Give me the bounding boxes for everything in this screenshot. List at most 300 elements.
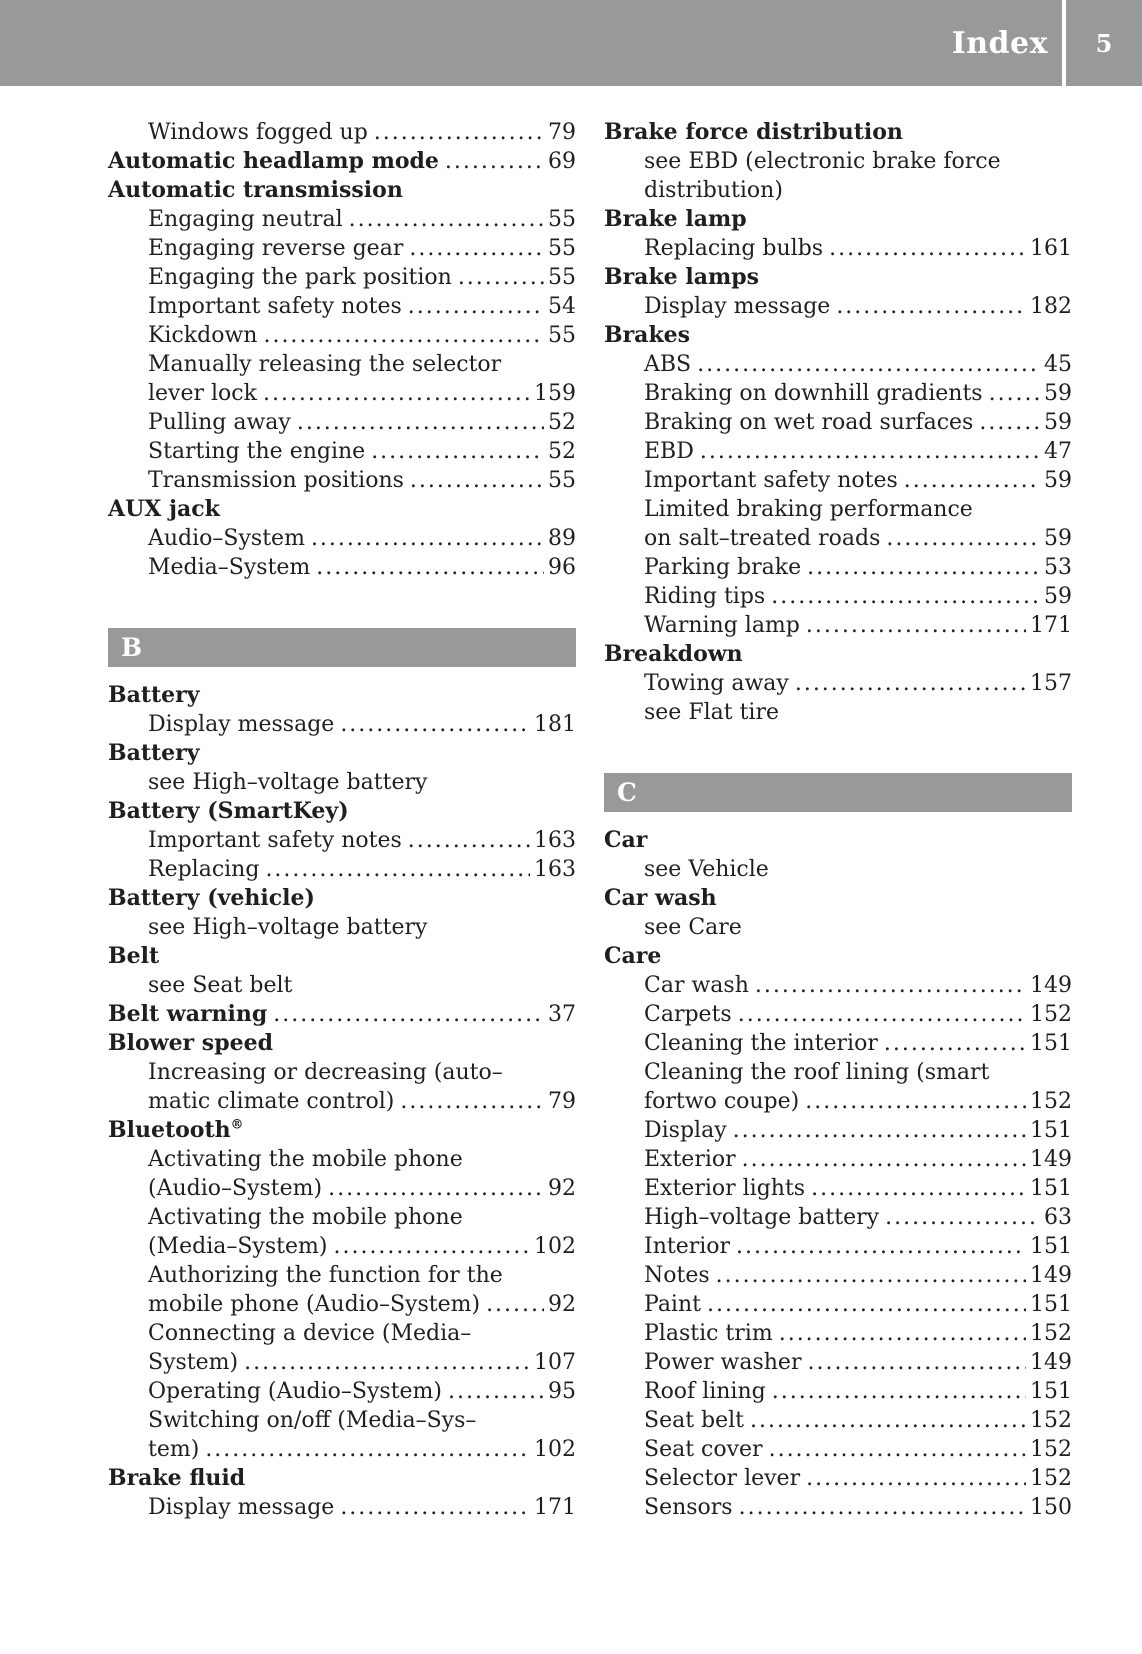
entry-label: see Vehicle <box>644 857 769 882</box>
entry-page-number: 149 <box>1030 973 1072 998</box>
entry-page-number: 163 <box>534 857 576 882</box>
index-entry <box>108 1174 576 1203</box>
entry-page-number: 182 <box>1030 294 1072 319</box>
entry-label: Pulling away <box>148 410 291 435</box>
index-entry <box>604 1377 1072 1406</box>
index-entry <box>108 553 576 582</box>
entry-label: Exterior lights <box>644 1176 806 1201</box>
entry-label: Braking on wet road surfaces <box>644 410 974 435</box>
page-title: Index <box>951 25 1048 61</box>
dot-leader <box>448 1377 544 1406</box>
index-entry <box>108 1493 576 1522</box>
index-entry <box>604 147 1072 176</box>
index-entry <box>108 1058 576 1087</box>
entry-page-number: 55 <box>548 265 576 290</box>
index-entry <box>108 971 576 1000</box>
entry-label: Windows fogged up <box>148 120 368 145</box>
entry-label: Increasing or decreasing (auto– <box>148 1060 503 1085</box>
entry-label: Seat belt <box>644 1408 745 1433</box>
index-term <box>108 1116 576 1145</box>
entry-page-number: 55 <box>548 468 576 493</box>
index-entry <box>604 1435 1072 1464</box>
entry-page-number: 79 <box>548 1089 576 1114</box>
index-entry <box>604 524 1072 553</box>
entry-page-number: 171 <box>1030 613 1072 638</box>
entry-page-number: 149 <box>1030 1263 1072 1288</box>
entry-label: Starting the engine <box>148 439 366 464</box>
index-entry <box>108 292 576 321</box>
index-term <box>604 263 1072 292</box>
index-entry <box>604 913 1072 942</box>
entry-page-number: 151 <box>1030 1234 1072 1259</box>
index-entry <box>604 466 1072 495</box>
entry-page-number: 149 <box>1030 1350 1072 1375</box>
index-entry <box>604 495 1072 524</box>
entry-label: Transmission positions <box>148 468 404 493</box>
dot-leader <box>333 1232 530 1261</box>
index-term <box>604 640 1072 669</box>
index-entry <box>108 1377 576 1406</box>
index-entry <box>604 1116 1072 1145</box>
entry-label: High–voltage battery <box>644 1205 880 1230</box>
index-entry <box>108 913 576 942</box>
index-entry <box>604 408 1072 437</box>
entry-label: Audio–System <box>148 526 305 551</box>
entry-page-number: 37 <box>548 1002 576 1027</box>
dot-leader <box>885 1203 1040 1232</box>
index-entry <box>108 524 576 553</box>
index-term <box>108 884 576 913</box>
entry-label: Important safety notes <box>148 294 402 319</box>
entry-label: AUX jack <box>108 496 220 522</box>
entry-label: EBD <box>644 439 694 464</box>
entry-label: tem) <box>148 1437 200 1462</box>
index-entry <box>604 553 1072 582</box>
index-term <box>604 942 1072 971</box>
entry-label: Cleaning the roof lining (smart <box>644 1060 990 1085</box>
entry-page-number: 96 <box>548 555 576 580</box>
dot-leader <box>205 1435 530 1464</box>
index-entry <box>108 263 576 292</box>
entry-label: Battery (vehicle) <box>108 885 315 911</box>
dot-leader <box>374 118 544 147</box>
index-entry <box>604 669 1072 698</box>
entry-label: see High–voltage battery <box>148 770 428 795</box>
entry-label: see EBD (electronic brake force <box>644 149 1001 174</box>
index-entry <box>108 437 576 466</box>
entry-page-number: 53 <box>1044 555 1072 580</box>
dot-leader <box>739 1493 1026 1522</box>
entry-label: Battery (SmartKey) <box>108 798 349 824</box>
dot-leader <box>886 524 1040 553</box>
dot-leader <box>771 582 1040 611</box>
dot-leader <box>836 292 1026 321</box>
dot-leader <box>738 1000 1026 1029</box>
index-entry <box>108 408 576 437</box>
dot-leader <box>409 234 544 263</box>
entry-label: Connecting a device (Media– <box>148 1321 472 1346</box>
index-entry <box>108 234 576 263</box>
entry-page-number: 151 <box>1030 1176 1072 1201</box>
dot-leader <box>263 321 544 350</box>
index-column-left <box>108 118 576 1522</box>
dot-leader <box>445 147 544 176</box>
index-entry <box>108 205 576 234</box>
dot-leader <box>340 1493 530 1522</box>
index-entry <box>108 826 576 855</box>
dot-leader <box>755 971 1026 1000</box>
index-entry <box>108 321 576 350</box>
dot-leader <box>742 1145 1026 1174</box>
entry-label: Paint <box>644 1292 701 1317</box>
entry-page-number: 92 <box>548 1176 576 1201</box>
entry-label: Sensors <box>644 1495 733 1520</box>
entry-label: Important safety notes <box>644 468 898 493</box>
index-term <box>108 942 576 971</box>
index-entry <box>108 1145 576 1174</box>
dot-leader <box>811 1174 1026 1203</box>
index-term <box>108 739 576 768</box>
entry-label: mobile phone (Audio–System) <box>148 1292 481 1317</box>
entry-page-number: 152 <box>1030 1437 1072 1462</box>
entry-label: Display <box>644 1118 727 1143</box>
entry-label: Belt <box>108 943 160 969</box>
entry-label: Blower speed <box>108 1030 273 1056</box>
entry-label: Automatic headlamp mode <box>108 148 439 174</box>
index-entry <box>604 611 1072 640</box>
entry-label: Seat cover <box>644 1437 763 1462</box>
entry-page-number: 89 <box>548 526 576 551</box>
index-entry <box>604 855 1072 884</box>
index-entry <box>108 1348 576 1377</box>
dot-leader <box>805 1087 1026 1116</box>
entry-label: Care <box>604 943 662 969</box>
entry-label: Plastic trim <box>644 1321 773 1346</box>
entry-page-number: 152 <box>1030 1466 1072 1491</box>
entry-label: Parking brake <box>644 555 802 580</box>
dot-leader <box>297 408 544 437</box>
index-term <box>604 884 1072 913</box>
entry-label: Battery <box>108 682 200 708</box>
entry-label: Media–System <box>148 555 311 580</box>
entry-label: Kickdown <box>148 323 258 348</box>
dot-leader <box>750 1406 1026 1435</box>
entry-label: Selector lever <box>644 1466 801 1491</box>
index-entry <box>108 855 576 884</box>
entry-label: Limited braking performance <box>644 497 973 522</box>
entry-label: Battery <box>108 740 200 766</box>
index-entry <box>108 1319 576 1348</box>
entry-label: Brake force distribution <box>604 119 903 145</box>
dot-leader <box>829 234 1026 263</box>
index-term <box>604 826 1072 855</box>
entry-label: Belt warning <box>108 1001 268 1027</box>
entry-label: Breakdown <box>604 641 743 667</box>
index-entry <box>604 1174 1072 1203</box>
dot-leader <box>697 350 1040 379</box>
entry-label: Bluetooth® <box>108 1117 244 1143</box>
dot-leader <box>736 1232 1026 1261</box>
entry-label: Engaging reverse gear <box>148 236 404 261</box>
section-header <box>604 773 1072 812</box>
entry-label: Authorizing the function for the <box>148 1263 503 1288</box>
entry-label: Exterior <box>644 1147 736 1172</box>
entry-label: Engaging neutral <box>148 207 343 232</box>
entry-label: Interior <box>644 1234 731 1259</box>
dot-leader <box>410 466 544 495</box>
dot-leader <box>263 379 530 408</box>
index-entry <box>604 1464 1072 1493</box>
index-entry <box>604 292 1072 321</box>
dot-leader <box>707 1290 1026 1319</box>
dot-leader <box>806 1464 1026 1493</box>
dot-leader <box>700 437 1040 466</box>
entry-label: Warning lamp <box>644 613 800 638</box>
entry-label: (Media–System) <box>148 1234 328 1259</box>
index-entry <box>604 1087 1072 1116</box>
index-term <box>108 1464 576 1493</box>
dot-leader <box>486 1290 544 1319</box>
dot-leader <box>328 1174 544 1203</box>
entry-page-number: 163 <box>534 828 576 853</box>
entry-page-number: 55 <box>548 323 576 348</box>
index-entry <box>604 1493 1072 1522</box>
entry-label: see Seat belt <box>148 973 293 998</box>
entry-label: Display message <box>148 712 335 737</box>
index-entry <box>604 1029 1072 1058</box>
index-entry <box>108 1261 576 1290</box>
entry-page-number: 151 <box>1030 1031 1072 1056</box>
entry-label: Brakes <box>604 322 691 348</box>
dot-leader <box>795 669 1026 698</box>
entry-page-number: 152 <box>1030 1321 1072 1346</box>
entry-label: (Audio–System) <box>148 1176 323 1201</box>
index-entry <box>604 234 1072 263</box>
entry-page-number: 55 <box>548 236 576 261</box>
entry-page-number: 54 <box>548 294 576 319</box>
entry-label: Riding tips <box>644 584 766 609</box>
dot-leader <box>349 205 544 234</box>
registered-trademark-symbol: ® <box>230 1117 244 1133</box>
entry-label: see High–voltage battery <box>148 915 428 940</box>
entry-page-number: 59 <box>1044 526 1072 551</box>
index-entry <box>604 1406 1072 1435</box>
entry-label: Display message <box>644 294 831 319</box>
entry-label: Car <box>604 827 648 853</box>
section-letter: C <box>617 778 637 807</box>
dot-leader <box>807 553 1040 582</box>
index-entry <box>604 1058 1072 1087</box>
dot-leader <box>340 710 530 739</box>
dot-leader <box>989 379 1040 408</box>
index-entry <box>604 971 1072 1000</box>
index-term <box>108 176 576 205</box>
entry-page-number: 161 <box>1030 236 1072 261</box>
dot-leader <box>716 1261 1026 1290</box>
entry-page-number: 55 <box>548 207 576 232</box>
index-entry <box>108 1290 576 1319</box>
entry-page-number: 171 <box>534 1495 576 1520</box>
entry-page-number: 59 <box>1044 468 1072 493</box>
dot-leader <box>400 1087 544 1116</box>
dot-leader <box>807 1348 1026 1377</box>
index-entry <box>108 1087 576 1116</box>
entry-label: Power washer <box>644 1350 802 1375</box>
entry-page-number: 95 <box>548 1379 576 1404</box>
index-entry <box>108 1203 576 1232</box>
entry-page-number: 159 <box>534 381 576 406</box>
index-entry <box>604 437 1072 466</box>
entry-label: Towing away <box>644 671 789 696</box>
entry-page-number: 59 <box>1044 410 1072 435</box>
dot-leader <box>265 855 530 884</box>
index-term <box>604 118 1072 147</box>
entry-page-number: 152 <box>1030 1002 1072 1027</box>
page-number: 5 <box>1095 28 1113 58</box>
entry-label: Brake fluid <box>108 1465 246 1491</box>
dot-leader <box>979 408 1040 437</box>
dot-leader <box>769 1435 1026 1464</box>
index-entry <box>108 1232 576 1261</box>
index-entry <box>108 466 576 495</box>
index-term <box>108 1000 576 1029</box>
entry-page-number: 47 <box>1044 439 1072 464</box>
dot-leader <box>904 466 1040 495</box>
entry-page-number: 152 <box>1030 1089 1072 1114</box>
index-entry <box>108 118 576 147</box>
entry-label: Manually releasing the selector <box>148 352 502 377</box>
index-entry <box>604 1203 1072 1232</box>
index-entry <box>108 1435 576 1464</box>
entry-page-number: 92 <box>548 1292 576 1317</box>
entry-page-number: 150 <box>1030 1495 1072 1520</box>
index-term <box>108 797 576 826</box>
entry-label: lever lock <box>148 381 257 406</box>
index-entry <box>604 1261 1072 1290</box>
entry-label: Display message <box>148 1495 335 1520</box>
dot-leader <box>408 826 530 855</box>
entry-page-number: 157 <box>1030 671 1072 696</box>
index-term <box>108 147 576 176</box>
entry-label: Brake lamps <box>604 264 759 290</box>
index-entry <box>604 1319 1072 1348</box>
entry-label: Carpets <box>644 1002 732 1027</box>
index-entry <box>108 1406 576 1435</box>
entry-label: Activating the mobile phone <box>148 1205 463 1230</box>
entry-page-number: 69 <box>548 149 576 174</box>
entry-label: System) <box>148 1350 239 1375</box>
entry-label: ABS <box>644 352 692 377</box>
entry-label: Car wash <box>604 885 717 911</box>
index-entry <box>108 350 576 379</box>
entry-label: Brake lamp <box>604 206 747 232</box>
entry-label: see Care <box>644 915 742 940</box>
index-entry <box>604 1000 1072 1029</box>
index-column-right <box>604 118 1072 1522</box>
index-term <box>108 1029 576 1058</box>
entry-page-number: 151 <box>1030 1379 1072 1404</box>
dot-leader <box>772 1377 1026 1406</box>
index-entry <box>604 1348 1072 1377</box>
index-term <box>108 495 576 524</box>
entry-label: on salt–treated roads <box>644 526 881 551</box>
entry-page-number: 152 <box>1030 1408 1072 1433</box>
page-number-box <box>1066 0 1142 86</box>
entry-label: Engaging the park position <box>148 265 452 290</box>
dot-leader <box>244 1348 530 1377</box>
entry-page-number: 107 <box>534 1350 576 1375</box>
dot-leader <box>806 611 1026 640</box>
entry-label: Notes <box>644 1263 710 1288</box>
section-header <box>108 628 576 667</box>
section-letter: B <box>121 633 143 662</box>
entry-page-number: 149 <box>1030 1147 1072 1172</box>
entry-label: Automatic transmission <box>108 177 403 203</box>
index-entry <box>108 379 576 408</box>
index-entry <box>604 176 1072 205</box>
entry-page-number: 52 <box>548 410 576 435</box>
entry-page-number: 102 <box>534 1437 576 1462</box>
dot-leader <box>371 437 544 466</box>
dot-leader <box>733 1116 1026 1145</box>
entry-page-number: 59 <box>1044 584 1072 609</box>
index-entry <box>108 710 576 739</box>
index-entry <box>604 1145 1072 1174</box>
dot-leader <box>884 1029 1026 1058</box>
dot-leader <box>273 1000 544 1029</box>
index-entry <box>604 1290 1072 1319</box>
entry-page-number: 151 <box>1030 1292 1072 1317</box>
index-term <box>604 321 1072 350</box>
entry-label: Car wash <box>644 973 749 998</box>
entry-label: matic climate control) <box>148 1089 395 1114</box>
entry-label: Cleaning the interior <box>644 1031 878 1056</box>
entry-label: Replacing <box>148 857 260 882</box>
entry-page-number: 79 <box>548 120 576 145</box>
dot-leader <box>408 292 544 321</box>
entry-label: fortwo coupe) <box>644 1089 800 1114</box>
index-columns <box>0 86 1142 1522</box>
entry-page-number: 151 <box>1030 1118 1072 1143</box>
index-entry <box>604 350 1072 379</box>
entry-label: Replacing bulbs <box>644 236 824 261</box>
entry-page-number: 63 <box>1044 1205 1072 1230</box>
index-entry <box>604 698 1072 727</box>
page-header <box>0 0 1142 86</box>
entry-label: Braking on downhill gradients <box>644 381 983 406</box>
entry-page-number: 102 <box>534 1234 576 1259</box>
entry-label: Roof lining <box>644 1379 766 1404</box>
entry-label: Switching on/off (Media–Sys– <box>148 1408 477 1433</box>
index-term <box>604 205 1072 234</box>
index-entry <box>604 379 1072 408</box>
dot-leader <box>311 524 544 553</box>
entry-label: distribution) <box>644 178 783 203</box>
index-term <box>108 681 576 710</box>
index-entry <box>604 582 1072 611</box>
dot-leader <box>316 553 544 582</box>
entry-label: Important safety notes <box>148 828 402 853</box>
index-entry <box>108 768 576 797</box>
entry-label: Activating the mobile phone <box>148 1147 463 1172</box>
entry-page-number: 45 <box>1044 352 1072 377</box>
entry-label: Operating (Audio–System) <box>148 1379 442 1404</box>
entry-page-number: 181 <box>534 712 576 737</box>
dot-leader <box>458 263 544 292</box>
index-entry <box>604 1232 1072 1261</box>
entry-label: see Flat tire <box>644 700 779 725</box>
entry-page-number: 52 <box>548 439 576 464</box>
